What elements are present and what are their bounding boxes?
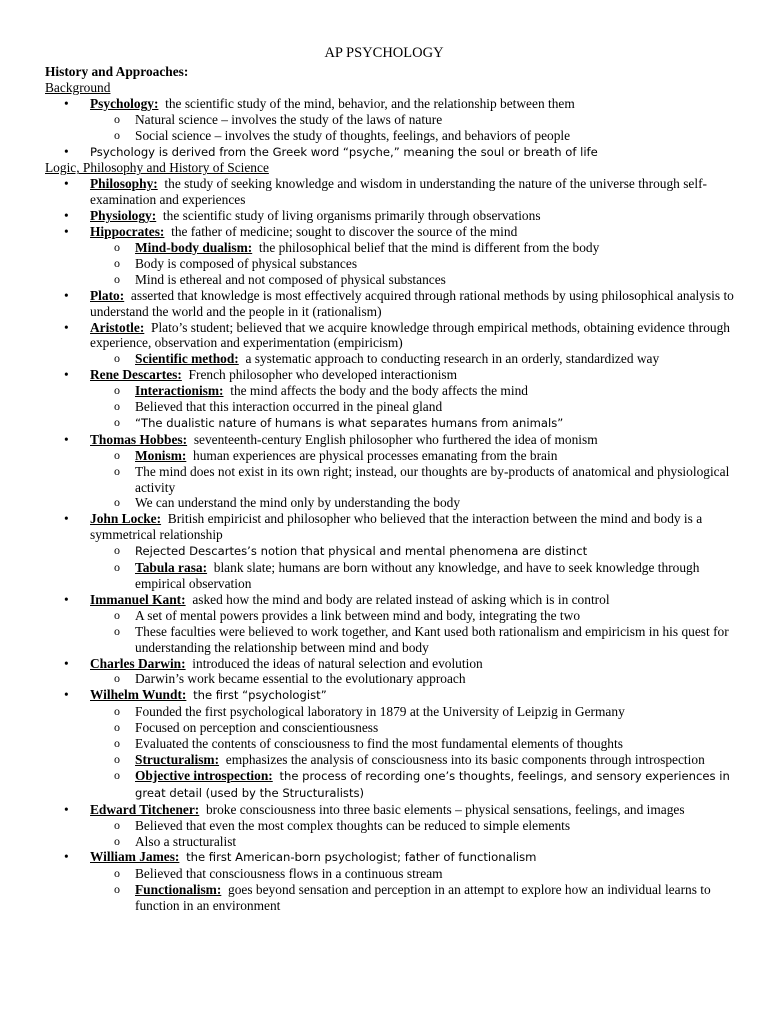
- bullet-term: Immanuel Kant:: [90, 591, 186, 607]
- bullet-item: [45, 367, 735, 432]
- bullet-term: Structuralism:: [135, 751, 220, 767]
- bullet-term: Rene Descartes:: [90, 367, 182, 383]
- bullet-term: Psychology:: [90, 95, 159, 111]
- bullet-term: Philosophy:: [90, 176, 158, 192]
- sub-list: [90, 448, 735, 512]
- sub-bullet-item: [90, 240, 735, 256]
- bullet-description: asked how the mind and body are related instead of asking which is in control: [192, 591, 610, 607]
- bullet-description: emphasizes the analysis of consciousness into its basic components through introspection: [225, 751, 705, 767]
- sub-bullet-item: [90, 834, 735, 850]
- bullet-term: Hippocrates:: [90, 224, 165, 240]
- bullet-description: the scientific study of the mind, behavior, and the relationship between them: [165, 95, 575, 111]
- bullet-term: Thomas Hobbes:: [90, 431, 188, 447]
- sub-bullet-item: [90, 256, 735, 272]
- bullet-description: Believed that consciousness flows in a continuous stream: [135, 866, 443, 882]
- bullet-description: Natural science – involves the study of the laws of nature: [135, 111, 443, 127]
- sub-bullet-item: [90, 768, 735, 802]
- sub-bullet-item: [90, 720, 735, 736]
- bullet-description: A set of mental powers provides a link between mind and body, integrating the two: [135, 607, 581, 623]
- sub-bullet-item: [90, 752, 735, 768]
- bullet-item: [45, 802, 735, 850]
- bullet-description: the process of recording one’s thoughts, feelings, and sensory experiences in great detail (used by the Structuralists): [135, 768, 730, 800]
- bullet-term: Plato:: [90, 287, 125, 303]
- bullet-term: Objective introspection:: [135, 767, 273, 783]
- bullet-term: Edward Titchener:: [90, 801, 200, 817]
- bullet-description: Also a structuralist: [135, 833, 237, 849]
- bullet-description: the mind affects the body and the body affects the mind: [230, 383, 528, 399]
- bullet-item: [45, 656, 735, 688]
- bullet-description: blank slate; humans are born without any knowledge, and have to seek knowledge through empirical observation: [135, 560, 700, 591]
- bullet-description: “The dualistic nature of humans is what separates humans from animals”: [135, 415, 564, 430]
- bullet-description: Believed that even the most complex thoughts can be reduced to simple elements: [135, 817, 571, 833]
- background-list: [45, 96, 735, 161]
- sub-bullet-item: [90, 128, 735, 144]
- bullet-description: seventeenth-century English philosopher who furthered the idea of monism: [193, 431, 598, 447]
- bullet-description: broke consciousness into three basic elements – physical sensations, feelings, and images: [205, 801, 685, 817]
- bullet-description: We can understand the mind only by understanding the body: [135, 495, 461, 511]
- bullet-description: These faculties were believed to work together, and Kant used both rationalism and empiricism in his quest for understanding the relationship between mind and body: [135, 623, 729, 655]
- bullet-term: William James:: [90, 849, 180, 865]
- bullet-item: [45, 511, 735, 592]
- sub-bullet-item: [90, 112, 735, 128]
- bullet-description: the first American-born psychologist; father of functionalism: [186, 850, 537, 865]
- bullet-description: the study of seeking knowledge and wisdom in understanding the nature of the universe through self-examination and experiences: [90, 176, 707, 208]
- sub-list: [90, 383, 735, 432]
- bullet-item: [45, 96, 735, 144]
- sub-bullet-item: [90, 383, 735, 399]
- bullet-description: French philosopher who developed interactionism: [188, 367, 458, 383]
- bullet-description: Focused on perception and conscientiousness: [135, 720, 379, 736]
- sub-list: [90, 704, 735, 801]
- document-body: [45, 64, 735, 914]
- sub-bullet-item: [90, 704, 735, 720]
- sub-list: [90, 112, 735, 144]
- sub-bullet-item: [90, 495, 735, 511]
- sub-bullet-item: [90, 818, 735, 834]
- sub-list: [90, 543, 735, 592]
- bullet-description: Mind is ethereal and not composed of physical substances: [135, 271, 446, 287]
- sub-bullet-item: [90, 608, 735, 624]
- bullet-description: Rejected Descartes’s notion that physical and mental phenomena are distinct: [135, 544, 588, 559]
- sub-list: [90, 671, 735, 687]
- sub-bullet-item: [90, 464, 735, 496]
- sub-list: [90, 608, 735, 656]
- bullet-item: [45, 432, 735, 512]
- document-title: AP PSYCHOLOGY: [324, 45, 444, 61]
- sub-bullet-item: [90, 543, 735, 560]
- sub-list: [90, 351, 735, 367]
- bullet-item: [45, 144, 735, 161]
- bullet-item: [45, 176, 735, 208]
- sub-list: [90, 818, 735, 850]
- sub-bullet-item: [90, 882, 735, 914]
- bullet-description: Psychology is derived from the Greek word “psyche,” meaning the soul or breath of life: [90, 144, 598, 159]
- bullet-term: Interactionism:: [135, 383, 224, 399]
- bullet-description: the scientific study of living organisms primarily through observations: [162, 208, 541, 224]
- sub-list: [90, 240, 735, 288]
- bullet-description: Social science – involves the study of thoughts, feelings, and behaviors of people: [135, 127, 571, 143]
- sub-bullet-item: [90, 671, 735, 687]
- bullet-description: Believed that this interaction occurred in the pineal gland: [135, 399, 443, 415]
- bullet-description: introduced the ideas of natural selection and evolution: [192, 655, 483, 671]
- bullet-description: human experiences are physical processes emanating from the brain: [193, 447, 558, 463]
- bullet-description: asserted that knowledge is most effectively acquired through rational methods by using philosophical analysis to understand the world and the people in it (rationalism): [90, 287, 734, 319]
- bullet-description: the first “psychologist”: [193, 688, 327, 703]
- bullet-description: goes beyond sensation and perception in an attempt to explore how an individual learns to function in an environment: [135, 882, 711, 914]
- bullet-description: Body is composed of physical substances: [135, 255, 358, 271]
- bullet-description: Plato’s student; believed that we acquire knowledge through empirical methods, obtaining evidence through experience, observation and experimentation (empiricism): [90, 319, 730, 351]
- bullet-item: [45, 224, 735, 288]
- bullet-description: Darwin’s work became essential to the evolutionary approach: [135, 671, 466, 687]
- sub-bullet-item: [90, 624, 735, 656]
- bullet-item: [45, 592, 735, 656]
- bullet-item: [45, 208, 735, 224]
- bullet-term: Physiology:: [90, 208, 157, 224]
- bullet-description: British empiricist and philosopher who believed that the interaction between the mind and body is a symmetrical relationship: [90, 511, 703, 543]
- sub-bullet-item: [90, 272, 735, 288]
- bullet-term: Scientific method:: [135, 351, 239, 367]
- bullet-term: Tabula rasa:: [135, 560, 208, 576]
- section-heading: History and Approaches:: [45, 64, 189, 79]
- bullet-term: John Locke:: [90, 511, 162, 527]
- bullet-term: Aristotle:: [90, 319, 145, 335]
- bullet-term: Functionalism:: [135, 882, 222, 898]
- bullet-item: [45, 288, 735, 320]
- bullet-item: [45, 687, 735, 801]
- sub-bullet-item: [90, 415, 735, 432]
- bullet-term: Monism:: [135, 447, 187, 463]
- sub-bullet-item: [90, 351, 735, 367]
- bullet-description: The mind does not exist in its own right; instead, our thoughts are by-products of anatomical and physiological activity: [135, 463, 730, 495]
- bullet-term: Wilhelm Wundt:: [90, 687, 187, 703]
- bullet-item: [45, 849, 735, 914]
- bullet-description: the father of medicine; sought to discover the source of the mind: [171, 224, 518, 240]
- history-list: [45, 176, 735, 914]
- subsection-heading-logic: Logic, Philosophy and History of Science: [45, 160, 269, 176]
- bullet-description: Founded the first psychological laboratory in 1879 at the University of Leipzig in Germany: [135, 704, 625, 720]
- bullet-item: [45, 320, 735, 368]
- sub-bullet-item: [90, 560, 735, 592]
- bullet-term: Charles Darwin:: [90, 655, 186, 671]
- bullet-description: the philosophical belief that the mind is different from the body: [258, 239, 600, 255]
- sub-bullet-item: [90, 736, 735, 752]
- sub-bullet-item: [90, 866, 735, 882]
- bullet-description: a systematic approach to conducting research in an orderly, standardized way: [245, 351, 660, 367]
- sub-bullet-item: [90, 448, 735, 464]
- sub-bullet-item: [90, 399, 735, 415]
- subsection-heading-background: Background: [45, 79, 111, 95]
- bullet-description: Evaluated the contents of consciousness to find the most fundamental elements of thoughts: [135, 736, 623, 752]
- sub-list: [90, 866, 735, 914]
- bullet-term: Mind-body dualism:: [135, 239, 253, 255]
